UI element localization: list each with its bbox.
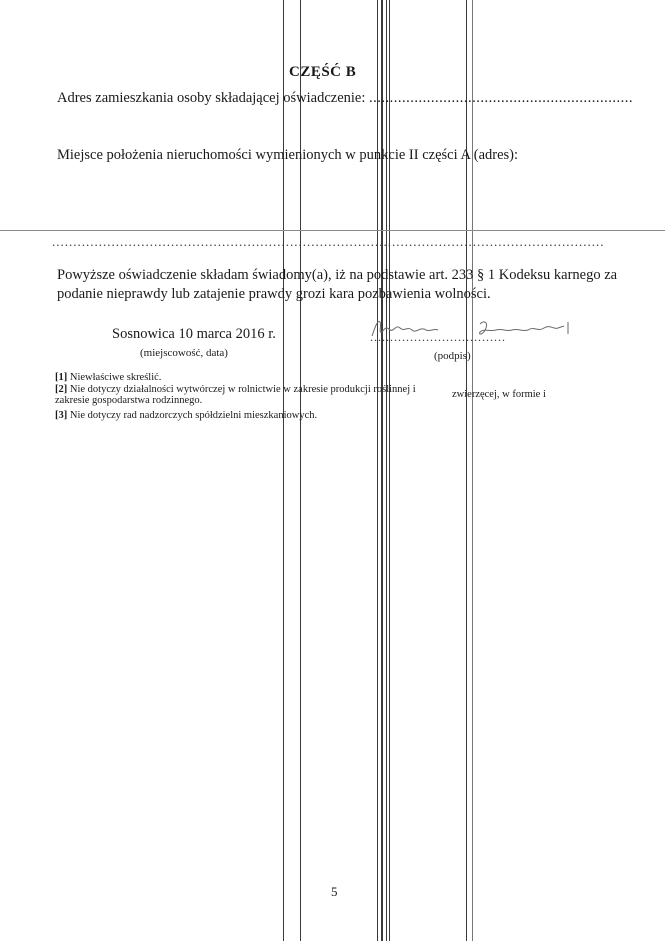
declaration <box>57 266 617 304</box>
address-line <box>57 90 633 107</box>
footnote-2-continuation: zwierzęcej, w formie i <box>452 389 546 400</box>
footnote-3 <box>55 410 317 421</box>
footnote-marker: [2] <box>55 384 68 395</box>
footnote-marker: [1] <box>55 372 68 383</box>
scan-line <box>472 0 473 941</box>
scan-line <box>381 0 383 941</box>
scan-line <box>283 0 284 941</box>
scan-line <box>377 0 378 941</box>
footnote-2 <box>55 384 416 395</box>
footnote-1 <box>55 372 161 383</box>
footnote-2-line-2: zakresie gospodarstwa rodzinnego. <box>55 395 203 406</box>
page-number: 5 <box>331 884 338 899</box>
scan-line <box>389 0 390 941</box>
declaration-line: Powyższe oświadczenie składam świadomy(a), iż na podstawie art. 233 § 1 Kodeksu karnego za <box>57 267 618 283</box>
address-field[interactable]: ................................................................ <box>369 90 634 106</box>
scan-line <box>466 0 467 941</box>
scan-line <box>300 0 301 941</box>
signature-field[interactable]: .................................. <box>370 330 506 344</box>
section-title: CZĘŚĆ B <box>289 64 357 80</box>
signature-caption: (podpis) <box>434 350 471 362</box>
footnote-text: Nie dotyczy rad nadzorczych spółdzielni mieszkaniowych. <box>69 410 318 421</box>
footnote-text: Niewłaściwe skreślić. <box>69 372 162 383</box>
place-date-caption: (miejscowość, data) <box>140 347 228 359</box>
property-label: Miejsce położenia nieruchomości wymienionych w punkcie II części A (adres): <box>57 147 519 163</box>
scan-fold-line <box>0 230 665 231</box>
place-date: Sosnowica 10 marca 2016 r. <box>112 326 276 342</box>
scan-line <box>386 0 387 941</box>
property-field[interactable]: .................................................................................................................................. <box>52 234 605 249</box>
footnote-text: Nie dotyczy działalności wytwórczej w rolnictwie w zakresie produkcji roślinnej i <box>69 384 416 395</box>
footnote-marker: [3] <box>55 410 68 421</box>
declaration-line: podanie nieprawdy lub zatajenie prawdy grozi kara pozbawienia wolności. <box>57 286 491 302</box>
address-label: Adres zamieszkania osoby składającej oświadczenie: <box>57 90 366 106</box>
